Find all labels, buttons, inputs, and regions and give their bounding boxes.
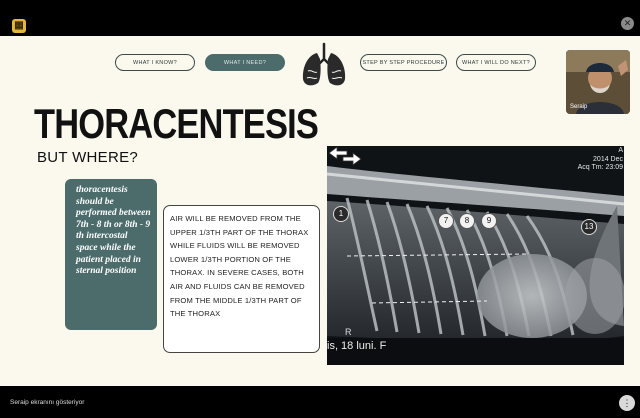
top-bar [0, 0, 640, 36]
xray-drawing [327, 146, 624, 365]
xray-meta-line: A [618, 147, 623, 154]
slides-icon[interactable]: ▦ [12, 19, 26, 33]
lungs-icon [298, 41, 350, 89]
xray-meta-line: 2014 Dec [593, 155, 623, 163]
nav-step-by-step[interactable]: STEP BY STEP PROCEDURE [360, 54, 447, 71]
removal-note-box [163, 205, 320, 353]
thorax-xray-image [327, 146, 624, 365]
mic-off-icon[interactable]: ✕ [621, 17, 634, 30]
camera-video-tile[interactable] [566, 50, 630, 114]
slide-title: THORACENTESIS [34, 100, 319, 147]
rib-marker-9: 9 [481, 213, 497, 229]
procedure-note-text: thoracentesis should be performed between 7th - 8 th or 8th - 9 th intercostal space while the patient placed in sternal position [76, 185, 151, 277]
nav-what-next[interactable]: WHAT I WILL DO NEXT? [456, 54, 536, 71]
xray-metadata [578, 147, 623, 173]
xray-side-label: R [345, 327, 352, 337]
removal-note-text: AIR WILL BE REMOVED FROM THE UPPER 1/3TH PART OF THE THORAX WHILE FLUIDS WILL BE REMOVED LOWER 1/3TH PORTION OF THE THORAX. IN SEVERE CASES, BOTH AIR AND FLUIDS CAN BE REMOVED FROM THE MIDDLE 1/3TH PART OF THE THORAX [170, 214, 309, 319]
rib-marker-13: 13 [581, 219, 597, 235]
procedure-note-box [65, 179, 157, 330]
nav-what-i-know[interactable]: WHAT I KNOW? [115, 54, 195, 71]
rib-marker-8: 8 [459, 213, 475, 229]
rib-marker-1: 1 [333, 206, 349, 222]
nav-what-i-need[interactable]: WHAT I NEED? [205, 54, 285, 71]
more-options-icon[interactable]: ⋮ [619, 395, 635, 411]
rib-marker-7: 7 [438, 213, 454, 229]
participant-name: Seraip [570, 104, 588, 110]
double-arrow-icon [327, 146, 363, 166]
screen-share-status: Seraip ekranını gösteriyor [10, 399, 85, 406]
xray-meta-line: Acq Tm: 23:09 [577, 164, 623, 171]
slide-subtitle: BUT WHERE? [37, 149, 139, 166]
bottom-bar [0, 386, 640, 418]
xray-caption: is, 18 luni. F [327, 340, 387, 352]
presentation-slide [0, 36, 640, 386]
